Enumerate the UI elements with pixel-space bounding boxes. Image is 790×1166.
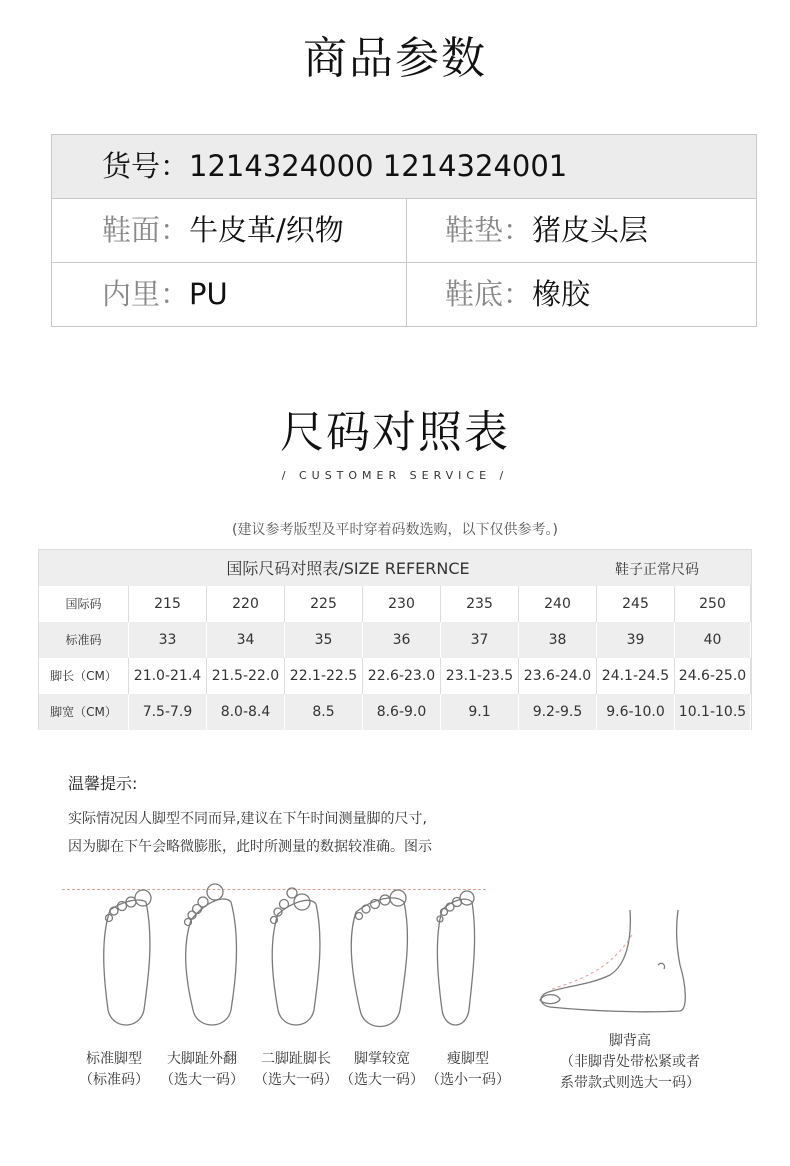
- size-cell: 235: [441, 586, 519, 622]
- foot-type-name: 脚掌较宽: [354, 1051, 410, 1067]
- size-row-label: 国际码: [39, 586, 129, 622]
- size-cell: 8.6-9.0: [363, 694, 441, 730]
- size-cell: 24.6-25.0: [675, 658, 751, 694]
- bunion-foot-icon: [185, 884, 237, 1025]
- sole-value: 橡胶: [532, 277, 591, 311]
- params-row-lining: [52, 262, 756, 325]
- insole-label: 鞋垫：: [445, 213, 533, 247]
- size-cell: 33: [129, 622, 207, 658]
- size-cell: 36: [363, 622, 441, 658]
- foot-type-advice: （选大一码）: [254, 1072, 338, 1088]
- size-cell: 7.5-7.9: [129, 694, 207, 730]
- instep-advice-2: 系带款式则选大一码）: [560, 1075, 700, 1091]
- sole-label: 鞋底：: [445, 277, 533, 311]
- instep-illustration: [530, 905, 700, 1025]
- size-cell: 34: [207, 622, 285, 658]
- size-row-intl: [39, 586, 751, 622]
- foot-type-advice: （标准码）: [79, 1072, 149, 1088]
- size-cell: 22.1-22.5: [285, 658, 363, 694]
- size-cell: 220: [207, 586, 285, 622]
- lining-label: 内里：: [102, 277, 190, 311]
- instep-label: [545, 1031, 715, 1094]
- upper-label: 鞋面：: [102, 213, 190, 247]
- foot-type-advice: （选小一码）: [426, 1072, 510, 1088]
- size-cell: 24.1-24.5: [597, 658, 675, 694]
- size-cell: 250: [675, 586, 751, 622]
- item-no-label: 货号：: [102, 149, 190, 183]
- lining-value: PU: [189, 277, 228, 311]
- foot-type-label: [246, 1049, 346, 1091]
- tips-title: 温馨提示:: [68, 774, 138, 793]
- size-row-label: 脚宽（CM）: [39, 694, 129, 730]
- size-cell: 21.5-22.0: [207, 658, 285, 694]
- size-chart-title: 尺码对照表: [280, 407, 510, 458]
- customer-service-subtitle: / CUSTOMER SERVICE /: [281, 469, 509, 482]
- params-table: [51, 134, 757, 327]
- standard-foot-icon: [104, 890, 151, 1025]
- foot-type-advice: （选大一码）: [160, 1072, 244, 1088]
- size-cell: 23.6-24.0: [519, 658, 597, 694]
- tips-line-2: 因为脚在下午会略微膨胀，此时所测量的数据较准确。图示: [68, 839, 432, 855]
- second-toe-foot-icon: [271, 888, 320, 1025]
- high-instep-foot-icon: [540, 910, 685, 1012]
- size-cell: 10.1-10.5: [675, 694, 751, 730]
- params-title: 商品参数: [303, 33, 487, 84]
- size-note: (建议参考版型及平时穿着码数选购，以下仅供参考。): [232, 522, 558, 538]
- foot-shapes-illustration: [60, 880, 500, 1040]
- size-table-header: [39, 550, 751, 586]
- size-cell: 35: [285, 622, 363, 658]
- size-row-foot-length: [39, 658, 751, 694]
- foot-type-label: [332, 1049, 432, 1091]
- wide-foot-icon: [351, 890, 407, 1027]
- size-cell: 40: [675, 622, 751, 658]
- foot-type-name: 瘦脚型: [447, 1051, 489, 1067]
- foot-type-label: [418, 1049, 518, 1091]
- size-cell: 225: [285, 586, 363, 622]
- foot-type-advice: （选大一码）: [340, 1072, 424, 1088]
- size-cell: 22.6-23.0: [363, 658, 441, 694]
- size-cell: 245: [597, 586, 675, 622]
- params-row-upper: [52, 198, 756, 261]
- tips-line-1: 实际情况因人脚型不同而异,建议在下午时间测量脚的尺寸,: [68, 811, 427, 827]
- size-row-label: 标准码: [39, 622, 129, 658]
- size-cell: 230: [363, 586, 441, 622]
- size-cell: 240: [519, 586, 597, 622]
- size-row-foot-width: [39, 694, 751, 730]
- size-cell: 8.0-8.4: [207, 694, 285, 730]
- foot-type-name: 标准脚型: [86, 1051, 142, 1067]
- size-table: [38, 549, 752, 730]
- foot-type-label: [152, 1049, 252, 1091]
- params-row-item-no: [52, 135, 756, 198]
- size-cell: 21.0-21.4: [129, 658, 207, 694]
- size-table-right-label: 鞋子正常尺码: [615, 562, 699, 578]
- foot-type-label: [64, 1049, 164, 1091]
- params-divider: [406, 198, 407, 326]
- size-table-title: 国际尺码对照表/SIZE REFERNCE: [226, 559, 470, 578]
- size-cell: 9.6-10.0: [597, 694, 675, 730]
- foot-type-name: 大脚趾外翻: [167, 1051, 237, 1067]
- size-cell: 37: [441, 622, 519, 658]
- size-cell: 215: [129, 586, 207, 622]
- size-cell: 9.1: [441, 694, 519, 730]
- foot-type-name: 二脚趾脚长: [261, 1051, 331, 1067]
- thin-foot-icon: [437, 891, 475, 1025]
- size-cell: 23.1-23.5: [441, 658, 519, 694]
- insole-value: 猪皮头层: [532, 213, 649, 247]
- size-row-label: 脚长（CM）: [39, 658, 129, 694]
- size-cell: 8.5: [285, 694, 363, 730]
- size-cell: 9.2-9.5: [519, 694, 597, 730]
- instep-name: 脚背高: [609, 1033, 651, 1049]
- item-no-value: 1214324000 1214324001: [189, 149, 568, 183]
- size-row-standard: [39, 622, 751, 658]
- instep-advice-1: （非脚背处带松紧或者: [560, 1054, 700, 1070]
- upper-value: 牛皮革/织物: [189, 213, 344, 247]
- size-cell: 38: [519, 622, 597, 658]
- size-cell: 39: [597, 622, 675, 658]
